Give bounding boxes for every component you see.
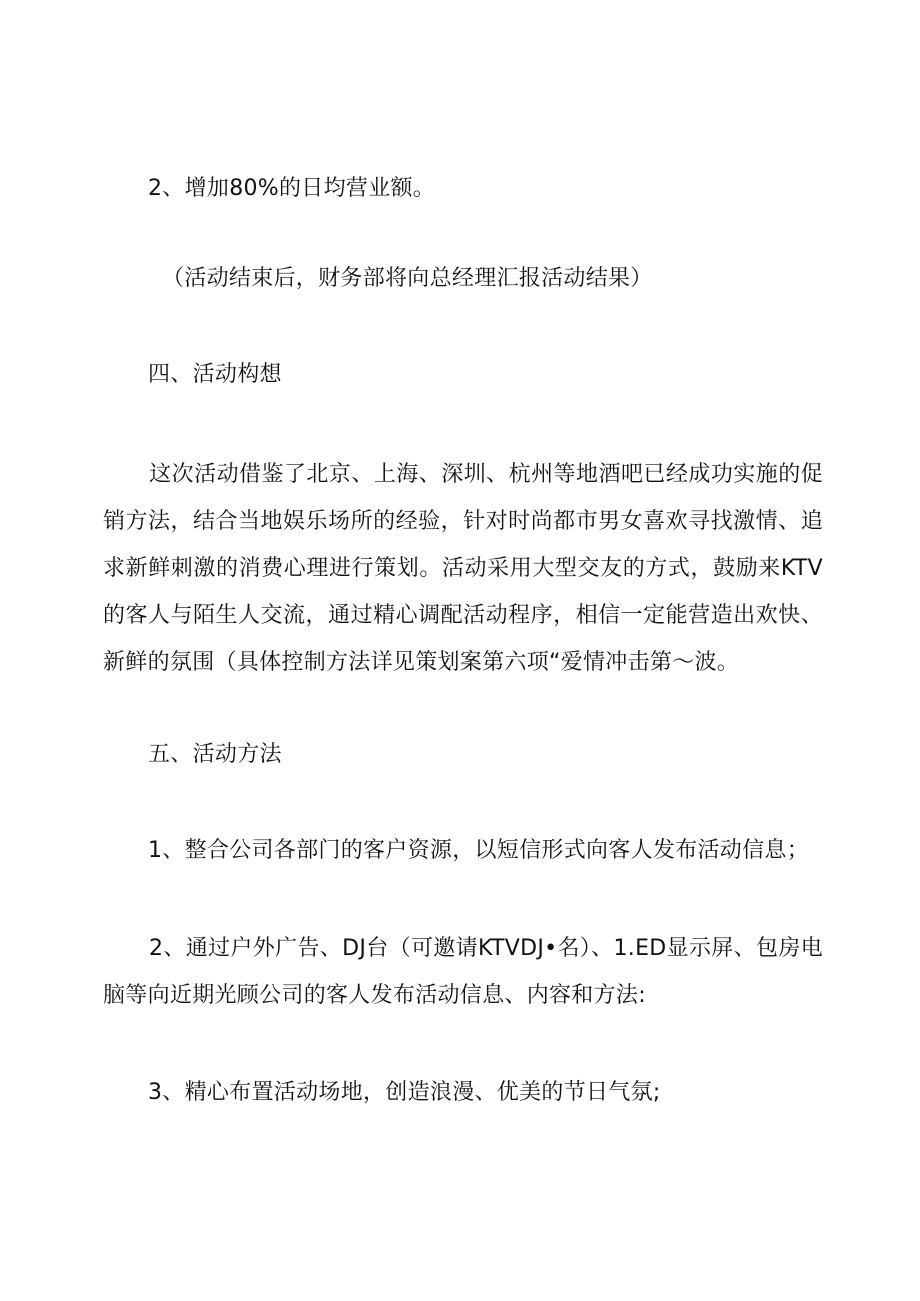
method-item-2-text: 2、通过户外广告、DJ台（可邀请KTVDJ•名）、1.ED显示屏、包房电脑等向近期光顾公司的客人发布活动信息、内容和方法: <box>103 936 823 1008</box>
method-item-1: 1、整合公司各部门的客户资源，以短信形式向客人发布活动信息； <box>148 838 809 863</box>
section-4-paragraph <box>103 451 823 686</box>
section-4-paragraph-text: 这次活动借鉴了北京、上海、深圳、杭州等地酒吧已经成功实施的促销方法，结合当地娱乐场所的经验，针对时尚都市男女喜欢寻找激情、追求新鲜刺激的消费心理进行策划。活动采用大型交友的方式，鼓励来KTV的客人与陌生人交流，通过精心调配活动程序，相信一定能营造出欢快、新鲜的氛围（具体控制方法详见策划案第六项“爱情冲击第〜波。 <box>103 462 823 675</box>
goal-item-2: 2、增加80%的日均营业额。 <box>148 176 436 201</box>
finance-note: （活动结束后，财务部将向总经理汇报活动结果） <box>162 266 653 291</box>
method-item-2 <box>103 925 823 1019</box>
method-item-3: 3、精心布置活动场地，创造浪漫、优美的节日气氛; <box>148 1080 661 1105</box>
section-4-heading: 四、活动构想 <box>148 362 282 387</box>
section-5-heading: 五、活动方法 <box>148 742 282 767</box>
